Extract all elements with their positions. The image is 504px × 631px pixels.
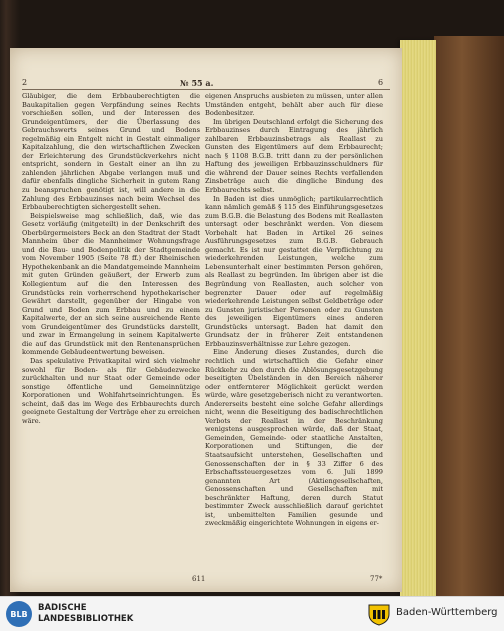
page-header-left: 2 bbox=[22, 78, 28, 87]
page-footer-signature: 77* bbox=[370, 575, 383, 583]
page-header-number: № 55 a. bbox=[180, 78, 214, 88]
paragraph: Eine Änderung dieses Zustandes, durch die rechtlich und wirtschaftlich die Gefahr einer Rückkehr zu den durch die Ablösungsgesetzgebung beseitigten Übelständen in den Bereich näherer oder entfernterer Möglichkeit gerückt werden würde, wäre gesetzgeberisch nicht zu verantworten. Andererseits besteht eine solche Gefahr allerdings nicht, wenn die Beseitigung des badischrechtlichen Verbots der Reallast in der Beschränkung wenigstens ausgesprochen würde, daß der Staat, Gemeinden, Gemeinde- oder staatliche Anstalten, Korporationen und Stiftungen, die der Staatsaufsicht unterstehen, Gesellschaften und Genossenschaften der in § 33 Ziffer 6 des Erbschaftssteuergesetzes vom 6. Juli 1899 genannten Art (Aktiengesellschaften, Genossenschaften und Gesellschaften mit beschränkter Haftung, deren durch Statut bestimmter Zweck ausschließlich darauf gerichtet ist, unbemittelten Familien gesunde und zweckmäßig eingerichtete Wohnungen in eigens er- bbox=[205, 348, 383, 528]
paragraph: In Baden ist dies unmöglich; partikularrechtlich kann nämlich gemäß § 115 des Einführungsgesetzes zum B.G.B. die Belastung des Bodens mit Reallasten untersagt oder beschränkt werden. Von diesem Vorbehalt hat Baden in Artikel 26 seines Ausführungsgesetzes zum B.G.B. Gebrauch gemacht. Es ist nur gestattet die Verpflichtung zu wiederkehrenden Leistungen, welche zum Lebensunterhalt einer bestimmten Person gehören, als Reallast zu begründen. Im übrigen aber ist die Begründung von Reallasten, auch solcher von begrenzter Dauer oder auf regelmäßig wiederkehrende Leistungen selbst Geldbeträge oder zu Gunsten juristischer Personen oder zu Gunsten des jeweiligen Eigentümers eines anderen Grundstücks untersagt. Baden hat damit den Grundsatz der in früherer Zeit entstandenen Erbbauzinsverhältnisse zur Lehre gezogen. bbox=[205, 194, 383, 348]
paragraph: Gläubiger, die dem Erbbauberechtigten die Baukapitalien gegen Verpfändung seines Rechts vorschießen sollen, und der Interessen des Grundeigentümers, der die Überlassung des Gebrauchswerts seines Grund und Bodens regelmäßig ein Entgelt nicht in Gestalt einmaliger Kapitalzahlung, die den wirtschaftlichen Zwecken der Erleichterung des Grundstückverkehrs nicht entspricht, sondern in Gestalt einer an ihn zu zahlenden jährlichen Abgabe verlangen muß und dafür ebenfalls dingliche Sicherheit in gutem Rang zu beanspruchen genötigt ist, will andere in die Zahlung des Erbbauzinses nach beim Wechsel des Erbbauberechtigten sichergestellt sehen. bbox=[22, 92, 200, 212]
paragraph: Beispielsweise mag schließlich, daß, wie das Gesetz vorläufig (mitgeteilt) in der Denkschrift des Oberbürgermeisters Beck an den Stadtrat der Stadt Mannheim über die Mannheimer Wohnungsfrage und die Bau- und Bodenpolitik der Stadtgemeinde vom November 1905 (Seite 78 ff.) der Rheinischen Hypothekenbank an die Mandatgemeinde Mannheim mit guten Gründen geäußert, der Erwerb zum Kollegientum auf die den Interessen des Grundstücks rein vorherrschend hypothekarischer Gewährt darstellt, gegenüber der Hingabe von Grund und Boden zum Erbbau und zu einem Kapitalwerte, der an sich seine ausreichende Rente vom Grundeigentümer des Grundstücks darstellt, und zwar in Ermangelung in seinem Kapitalwerte die auf das Grundstück mit den Rentenansprüchen kommende Gebäudeentwertung beweisen. bbox=[22, 211, 200, 357]
paragraph: Das spekulative Privatkapital wird sich vielmehr sowohl für Boden- als für Gebäudezwecke zurückhalten und nur Staat oder Gemeinde oder sonstige öffentliche und Gemeinnützige Korporationen und Wohlfahrtseinrichtungen. Es scheint, daß das im Wege des Erbbaurechts durch geeignete Gestaltung der Verträge eher zu erreichen wäre. bbox=[22, 356, 200, 425]
header-rule bbox=[22, 89, 390, 90]
library-name[interactable] bbox=[38, 603, 133, 625]
text-column-left bbox=[22, 92, 200, 425]
book-cover-edge bbox=[434, 36, 504, 596]
paragraph: eigenen Anspruchs ausbieten zu müssen, unter allen Umständen entgeht, behält aber auch für diese Bodenbesitzer. bbox=[205, 92, 383, 118]
library-name-line1: BADISCHE bbox=[38, 603, 87, 613]
page-footer-number: 611 bbox=[192, 575, 206, 583]
library-name-line2: LANDESBIBLIOTHEK bbox=[38, 614, 134, 624]
text-column-right bbox=[205, 92, 383, 528]
page-edges bbox=[400, 40, 436, 596]
blb-logo-icon[interactable]: BLB bbox=[6, 601, 32, 627]
paragraph: Im übrigen Deutschland erfolgt die Sicherung des Erbbauzinses durch Eintragung des jährlich zahlbaren Erbbauzinsbetrags als Reallast zu Gunsten des Eigentümers auf dem Erbbaurecht; nach § 1108 B.G.B. tritt dann zu der persönlichen Haftung des jeweiligen Erbbauzinsschuldners für die während der Dauer seines Rechts verfallenden Zinsbeträge auch die dingliche Bindung des Erbbaurechts selbst. bbox=[205, 117, 383, 195]
library-footer-bar bbox=[0, 596, 504, 631]
region-name[interactable]: Baden-Württemberg bbox=[396, 607, 498, 618]
page-header-right: 6 bbox=[378, 78, 384, 87]
state-coat-of-arms-icon[interactable] bbox=[366, 602, 392, 626]
